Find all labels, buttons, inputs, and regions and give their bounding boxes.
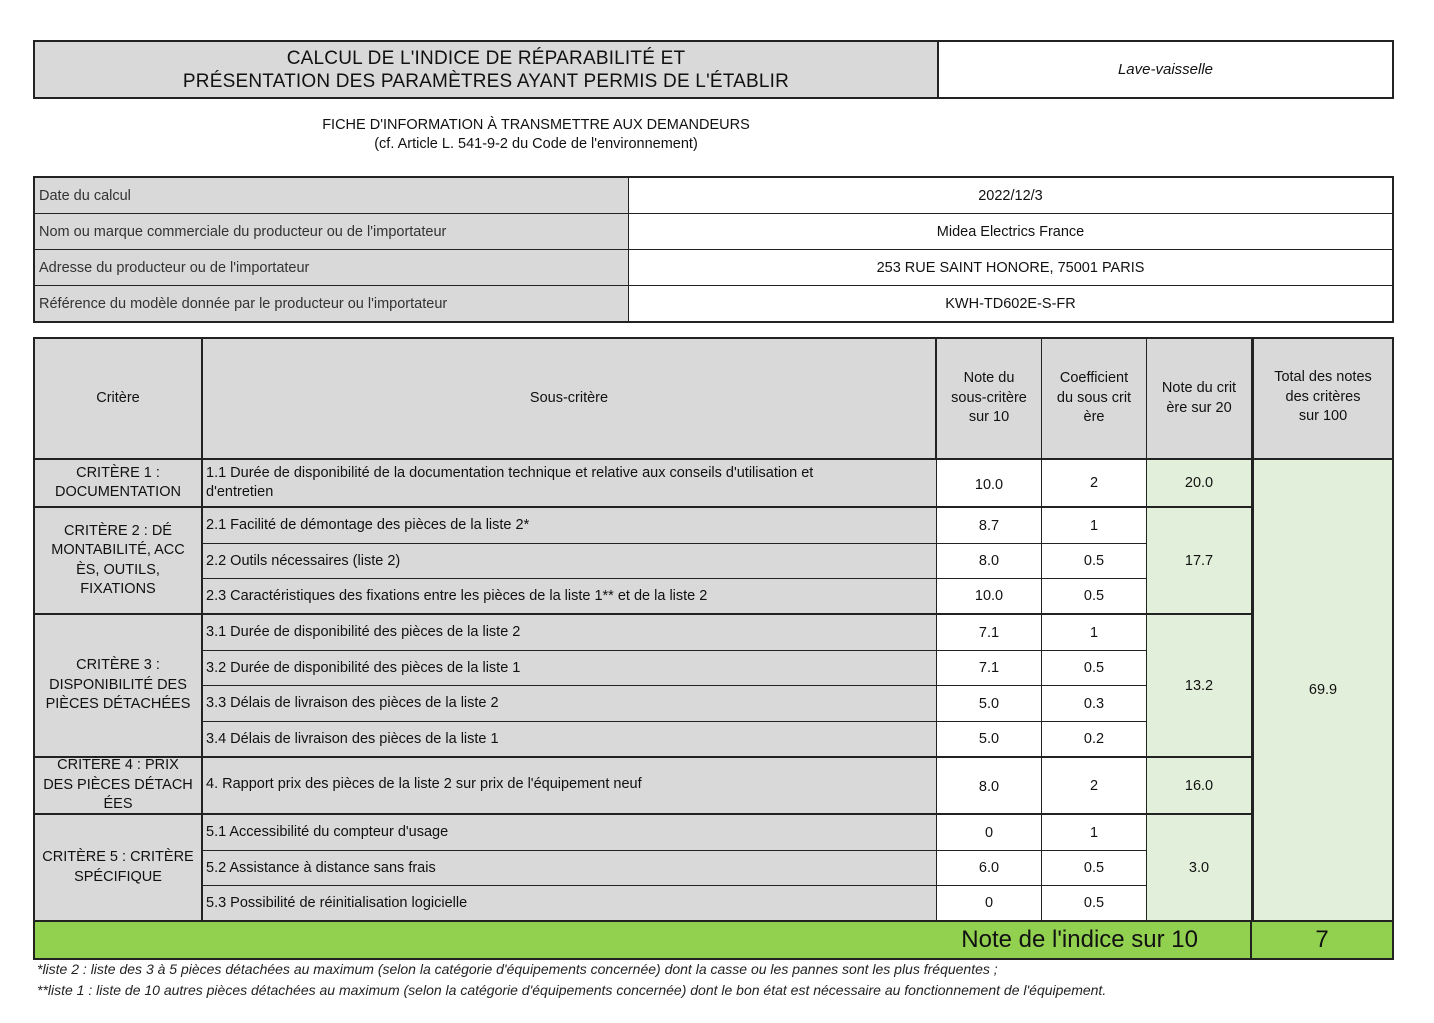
- sub-criterion-coef: 2: [1042, 460, 1147, 508]
- sub-criterion-coef: 0.5: [1042, 886, 1147, 922]
- sub-criterion-2-3: 2.3 Caractéristiques des fixations entre les pièces de la liste 1** et de la liste 2: [203, 579, 937, 615]
- criterion-text: DES PIÈCES DÉTACH: [43, 776, 193, 793]
- sub-criterion-coef: 1: [1042, 815, 1147, 851]
- criterion-score: 13.2: [1147, 615, 1252, 758]
- sub-criterion-note: 10.0: [937, 579, 1042, 615]
- criterion-1: [35, 460, 203, 508]
- sub-criterion-note: 0: [937, 815, 1042, 851]
- info-label: Adresse du producteur ou de l'importateur: [34, 250, 629, 286]
- header-text: Coefficient: [1059, 370, 1129, 387]
- fiche-heading: [33, 116, 1039, 154]
- title-line-1: CALCUL DE L'INDICE DE RÉPARABILITÉ ET: [286, 47, 686, 69]
- sub-criterion-label: 1.1 Durée de disponibilité de la documentation technique et relative aux conseils d'utilisation et: [206, 465, 814, 481]
- header-note-critere: [1147, 339, 1252, 460]
- info-value: 2022/12/3: [629, 177, 1394, 214]
- title-line-2: PRÉSENTATION DES PARAMÈTRES AYANT PERMIS DE L'ÉTABLIR: [182, 70, 790, 92]
- sub-criterion-note: 5.0: [937, 722, 1042, 758]
- sub-criterion-coef: 1: [1042, 615, 1147, 651]
- criterion-text: DISPONIBILITÉ DES: [49, 676, 187, 693]
- criterion-score: 17.7: [1147, 508, 1252, 615]
- header-total: [1252, 339, 1392, 460]
- sub-criterion-note: 5.0: [937, 686, 1042, 722]
- sub-criterion-coef: 0.5: [1042, 579, 1147, 615]
- total-score: 69.9: [1252, 460, 1392, 922]
- sub-criterion-3-1: 3.1 Durée de disponibilité des pièces de la liste 2: [203, 615, 937, 651]
- document-header: [33, 40, 1394, 99]
- criterion-2: [35, 508, 203, 615]
- sub-criterion-1-1: [203, 460, 937, 508]
- sub-criterion-3-2: 3.2 Durée de disponibilité des pièces de la liste 1: [203, 651, 937, 686]
- sub-criterion-note: 7.1: [937, 651, 1042, 686]
- header-text: ère: [1083, 409, 1105, 426]
- sub-criterion-5-3: 5.3 Possibilité de réinitialisation logicielle: [203, 886, 937, 922]
- criterion-score: 16.0: [1147, 758, 1252, 815]
- header-text: des critères: [1285, 388, 1361, 405]
- header-text: du sous crit: [1056, 389, 1132, 406]
- criterion-text: PIÈCES DÉTACHÉES: [45, 696, 191, 713]
- sub-criterion-note: 8.0: [937, 544, 1042, 579]
- criterion-text: ÉES: [103, 796, 133, 813]
- product-category: Lave-vaisselle: [1117, 61, 1214, 78]
- criterion-text: CRITÈRE 5 : CRITÈRE: [42, 849, 194, 865]
- sub-criterion-coef: 0.2: [1042, 722, 1147, 758]
- index-value: 7: [1315, 926, 1329, 953]
- criterion-5: [35, 815, 203, 922]
- info-row: [34, 214, 1393, 250]
- sub-criterion-note: 10.0: [937, 460, 1042, 508]
- header-note-sous-critere: [937, 339, 1042, 460]
- criterion-text: MONTABILITÉ, ACC: [51, 542, 185, 558]
- score-grid: [33, 337, 1394, 960]
- info-label: Date du calcul: [34, 177, 629, 214]
- header-critere: Critère: [35, 339, 203, 460]
- sub-criterion-coef: 0.5: [1042, 544, 1147, 579]
- sub-criterion-note: 8.0: [937, 758, 1042, 815]
- footnote-list-2: *liste 2 : liste des 3 à 5 pièces détachées au maximum (selon la catégorie d'équipements concernée) dont la casse ou les pannes sont les plus fréquentes ;: [37, 961, 998, 977]
- sub-criterion-5-2: 5.2 Assistance à distance sans frais: [203, 851, 937, 886]
- info-table: [33, 176, 1394, 323]
- info-row: [34, 250, 1393, 286]
- criterion-text: DOCUMENTATION: [55, 484, 181, 500]
- info-row: [34, 177, 1393, 214]
- header-text: sur 10: [968, 409, 1010, 426]
- sub-criterion-coef: 0.3: [1042, 686, 1147, 722]
- info-value: Midea Electrics France: [629, 214, 1394, 250]
- header-text: sur 100: [1298, 408, 1348, 424]
- header-text: ère sur 20: [1166, 399, 1232, 416]
- criterion-text: SPÉCIFIQUE: [74, 868, 162, 885]
- sub-criterion-3-4: 3.4 Délais de livraison des pièces de la liste 1: [203, 722, 937, 758]
- info-value: 253 RUE SAINT HONORE, 75001 PARIS: [629, 250, 1394, 286]
- info-value: KWH-TD602E-S-FR: [629, 286, 1394, 323]
- header-text: Note du crit: [1161, 380, 1237, 396]
- sub-criterion-4: 4. Rapport prix des pièces de la liste 2 sur prix de l'équipement neuf: [203, 758, 937, 815]
- criterion-text: CRITÈRE 3 :: [76, 657, 160, 674]
- sub-criterion-2-1: 2.1 Facilité de démontage des pièces de la liste 2*: [203, 508, 937, 544]
- criterion-text: CRITÈRE 1 :: [76, 464, 160, 481]
- document-title: [35, 42, 939, 97]
- criterion-score: 3.0: [1147, 815, 1252, 922]
- sub-criterion-coef: 0.5: [1042, 851, 1147, 886]
- header-coefficient: [1042, 339, 1147, 460]
- info-row: [34, 286, 1393, 323]
- sub-criterion-3-3: 3.3 Délais de livraison des pièces de la liste 2: [203, 686, 937, 722]
- sub-criterion-5-1: 5.1 Accessibilité du compteur d'usage: [203, 815, 937, 851]
- header-text: Total des notes: [1274, 369, 1372, 385]
- sub-criterion-coef: 2: [1042, 758, 1147, 815]
- footnote-list-1: **liste 1 : liste de 10 autres pièces détachées au maximum (selon la catégorie d'équipements concernée) dont le bon état est nécessaire au fonctionnement de l'équipement.: [37, 982, 1107, 998]
- sub-criterion-2-2: 2.2 Outils nécessaires (liste 2): [203, 544, 937, 579]
- header-sous-critere: Sous-critère: [203, 339, 937, 460]
- fiche-line-2: (cf. Article L. 541-9-2 du Code de l'environnement): [374, 136, 698, 152]
- sub-criterion-coef: 1: [1042, 508, 1147, 544]
- fiche-line-1: FICHE D'INFORMATION À TRANSMETTRE AUX DEMANDEURS: [322, 117, 750, 133]
- criterion-4: [35, 758, 203, 815]
- sub-criterion-note: 0: [937, 886, 1042, 922]
- header-text: Note du: [963, 370, 1015, 387]
- info-label: Nom ou marque commerciale du producteur ou de l'importateur: [34, 214, 629, 250]
- sub-criterion-label: d'entretien: [206, 484, 274, 500]
- criterion-text: ÈS, OUTILS,: [76, 561, 160, 578]
- criterion-text: CRITÈRE 4 : PRIX: [57, 757, 179, 774]
- header-text: sous-critère: [951, 389, 1027, 406]
- index-label: Note de l'indice sur 10: [35, 922, 1252, 958]
- sub-criterion-note: 6.0: [937, 851, 1042, 886]
- sub-criterion-coef: 0.5: [1042, 651, 1147, 686]
- criterion-3: [35, 615, 203, 758]
- criterion-text: FIXATIONS: [80, 581, 156, 597]
- criterion-score: 20.0: [1147, 460, 1252, 508]
- sub-criterion-note: 7.1: [937, 615, 1042, 651]
- sub-criterion-note: 8.7: [937, 508, 1042, 544]
- info-label: Référence du modèle donnée par le producteur ou l'importateur: [34, 286, 629, 323]
- criterion-text: CRITÈRE 2 : DÉ: [64, 522, 172, 539]
